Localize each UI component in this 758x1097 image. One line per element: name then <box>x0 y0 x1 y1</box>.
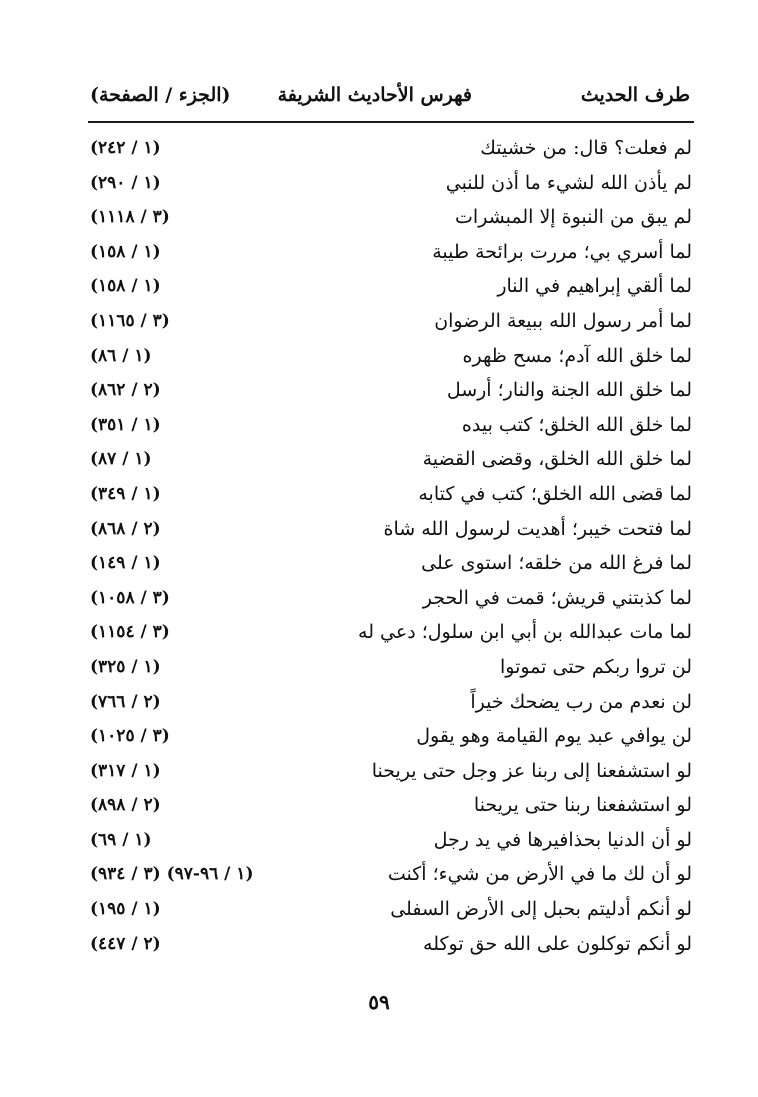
hadith-text: لما فرغ الله من خلقه؛ استوى على <box>421 552 692 575</box>
hadith-text: لما أسري بي؛ مررت برائحة طيبة <box>432 240 692 263</box>
hadith-text: لو استشفعنا ربنا حتى يريحنا <box>473 794 692 817</box>
volume-page-reference: (١ / ١٥٨) <box>90 276 161 297</box>
hadith-text: لم يأذن الله لشيء ما أذن للنبي <box>445 171 692 194</box>
index-entry <box>80 928 692 963</box>
index-entry <box>80 720 692 755</box>
volume-page-reference: (١ / ٣٢٥) <box>90 656 161 677</box>
index-entry <box>80 236 692 271</box>
volume-page-reference: (١ / ٢٩٠) <box>90 172 161 193</box>
hadith-text: لن يوافي عبد يوم القيامة وهو يقول <box>416 725 692 748</box>
index-entry <box>80 443 692 478</box>
volume-page-reference: (٢ / ٨٩٨) <box>90 795 161 816</box>
index-entry <box>80 789 692 824</box>
index-entry <box>80 651 692 686</box>
volume-page-reference: (١ / ١٩٥) <box>90 899 161 920</box>
hadith-text: لو أن لك ما في الأرض من شيء؛ أكنت <box>387 863 692 886</box>
volume-page-reference: (١ / ٣٥١) <box>90 414 161 435</box>
volume-page-reference: (١ / ٨٦) <box>90 345 152 366</box>
hadith-text: لما أمر رسول الله ببيعة الرضوان <box>434 309 692 332</box>
index-entry <box>80 201 692 236</box>
volume-page-reference: (٣ / ١١٦٥) <box>90 310 170 331</box>
index-entry <box>80 755 692 790</box>
index-entry <box>80 686 692 721</box>
hadith-text: لما كذبتني قريش؛ قمت في الحجر <box>422 586 692 609</box>
index-entry <box>80 132 692 167</box>
volume-page-reference: (٣ / ١٠٢٥) <box>90 726 170 747</box>
index-entry <box>80 893 692 928</box>
volume-page-reference: (٣ / ١٠٥٨) <box>90 587 170 608</box>
volume-page-reference: (٢ / ٨٦٢) <box>90 380 161 401</box>
volume-page-reference: (١ / ٣١٧) <box>90 760 161 781</box>
index-entry <box>80 616 692 651</box>
index-entry <box>80 858 692 893</box>
index-entry <box>80 478 692 513</box>
hadith-text: لما مات عبدالله بن أبي ابن سلول؛ دعي له <box>358 621 692 644</box>
volume-page-reference: (١ / ٦٩) <box>90 829 152 850</box>
hadith-text: لم فعلت؟ قال: من خشيتك <box>480 137 692 159</box>
index-entry <box>80 167 692 202</box>
header-divider <box>88 121 694 123</box>
hadith-text: لن تروا ربكم حتى تموتوا <box>499 655 692 678</box>
hadith-text: لم يبق من النبوة إلا المبشرات <box>455 206 692 229</box>
volume-page-reference: (٢ / ٧٦٦) <box>90 691 161 712</box>
index-entry <box>80 824 692 859</box>
page-number: ٥٩ <box>368 990 390 1014</box>
index-entry <box>80 270 692 305</box>
header-index-title: فهرس الأحاديث الشريفة <box>277 84 472 106</box>
hadith-text: لو أن الدنيا بحذافيرها في يد رجل <box>433 828 692 851</box>
hadith-text: لو أنكم توكلون على الله حق توكله <box>423 932 692 955</box>
volume-page-reference: (١ / ١٥٨) <box>90 241 161 262</box>
volume-page-reference: (١ / ٢٤٢) <box>90 138 161 158</box>
hadith-text: لما خلق الله آدم؛ مسح ظهره <box>462 344 692 367</box>
volume-page-reference: (٣ / ١١١٨) <box>90 207 170 228</box>
volume-page-reference: (٣ / ١١٥٤) <box>90 622 170 643</box>
index-entry <box>80 582 692 617</box>
hadith-text: لو استشفعنا إلى ربنا عز وجل حتى يريحنا <box>371 759 692 782</box>
hadith-text: لما خلق الله الخلق؛ كتب بيده <box>461 413 692 436</box>
index-entry <box>80 409 692 444</box>
hadith-index-list <box>80 132 692 962</box>
hadith-text: لما خلق الله الجنة والنار؛ أرسل <box>446 379 692 402</box>
header-volume-page-column-title: (الجزء / الصفحة) <box>90 84 231 106</box>
hadith-text: لما قضى الله الخلق؛ كتب في كتابه <box>418 482 692 505</box>
volume-page-reference: (١ / ١٤٩) <box>90 553 161 574</box>
hadith-text: لما فتحت خيبر؛ أهديت لرسول الله شاة <box>383 517 692 540</box>
page-header <box>90 84 690 116</box>
hadith-text: لو أنكم أدليتم بحبل إلى الأرض السفلى <box>390 898 692 921</box>
index-entry <box>80 305 692 340</box>
volume-page-reference: (١ / ٨٧) <box>90 449 152 470</box>
index-entry <box>80 340 692 375</box>
index-entry <box>80 547 692 582</box>
volume-page-reference: (١ / ٩٦-٩٧) (٣ / ٩٣٤) <box>90 864 254 885</box>
hadith-text: لما ألقي إبراهيم في النار <box>497 275 692 298</box>
volume-page-reference: (١ / ٣٤٩) <box>90 483 161 504</box>
volume-page-reference: (٢ / ٤٤٧) <box>90 933 161 954</box>
index-entry <box>80 513 692 548</box>
hadith-text: لن نعدم من رب يضحك خيراً <box>470 690 692 713</box>
volume-page-reference: (٢ / ٨٦٨) <box>90 518 161 539</box>
hadith-text: لما خلق الله الخلق، وقضى القضية <box>422 448 692 471</box>
header-hadith-column-title: طرف الحديث <box>580 84 690 106</box>
index-entry <box>80 374 692 409</box>
